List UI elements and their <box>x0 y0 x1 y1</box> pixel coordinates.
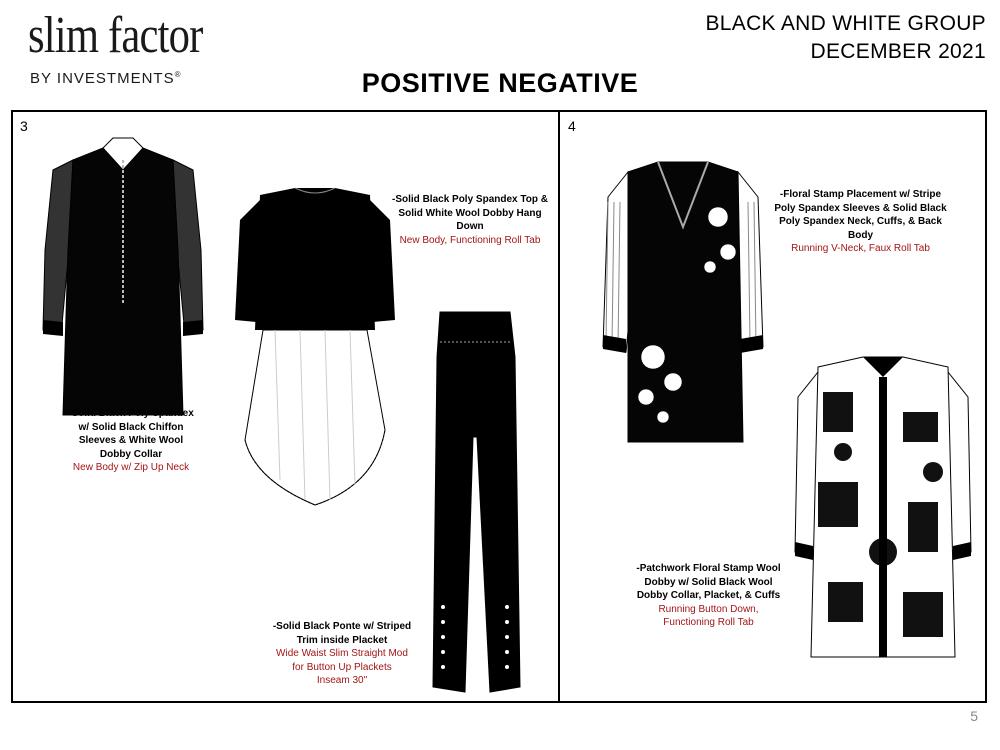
panel-divider <box>558 112 560 701</box>
note-detail-line: Functioning Roll Tab <box>663 617 754 628</box>
note-desc-line: Dobby Collar, Placket, & Cuffs <box>636 590 781 601</box>
note-straight-pants <box>267 620 417 688</box>
note-detail-line: Running V-Neck, Faux Roll Tab <box>791 243 930 254</box>
note-desc-line: w/ Solid Black Chiffon <box>78 421 184 433</box>
group-title <box>705 10 986 66</box>
sketch-chiffon-sleeve-tunic <box>33 130 213 430</box>
note-desc-line: Dobby Collar <box>99 448 163 460</box>
note-desc-line: -Solid Black Poly Spandex <box>68 408 194 419</box>
note-detail-line: for Button Up Plackets <box>292 661 392 673</box>
note-detail-line: New Body w/ Zip Up Neck <box>72 462 190 473</box>
note-patchwork-shirt <box>621 562 796 630</box>
page-heading: POSITIVE NEGATIVE <box>361 68 639 98</box>
group-title-line2: DECEMBER 2021 <box>810 40 986 63</box>
note-desc-line: Poly Spandex Neck, Cuffs, & Back <box>779 216 942 227</box>
page-number: 5 <box>970 708 978 724</box>
note-desc-line: -Patchwork Floral Stamp Wool <box>636 563 781 574</box>
group-title-line1: BLACK AND WHITE GROUP <box>705 12 986 35</box>
panel-number-3: 3 <box>20 118 28 134</box>
sketch-straight-pants <box>425 307 525 702</box>
note-desc-line: -Solid Black Ponte w/ Striped <box>272 621 412 632</box>
note-floral-vneck-tunic <box>763 188 958 256</box>
note-desc-line: Dobby w/ Solid Black Wool <box>644 576 773 588</box>
note-detail-line: Running Button Down, <box>658 603 759 615</box>
note-detail-line: Inseam 30" <box>316 675 368 686</box>
panel-number-4: 4 <box>568 118 576 134</box>
note-desc-line: Down <box>456 221 484 232</box>
note-desc-line: -Solid Black Poly Spandex Top & <box>392 194 548 205</box>
note-desc-line: -Floral Stamp Placement w/ Stripe <box>779 189 942 200</box>
registered-mark: ® <box>174 70 182 79</box>
logo-wordmark: slim factor <box>28 7 203 64</box>
sketch-hang-down-top <box>235 180 395 520</box>
logo-subtitle-text: BY INVESTMENTS <box>30 70 175 87</box>
note-chiffon-sleeve-tunic <box>51 407 211 475</box>
note-desc-line: Solid White Wool Dobby Hang <box>398 207 542 219</box>
note-desc-line: Sleeves & White Wool <box>78 435 184 446</box>
note-desc-line: Poly Spandex Sleeves & Solid Black <box>774 202 947 214</box>
note-desc-line: Body <box>848 229 873 241</box>
note-detail-line: New Body, Functioning Roll Tab <box>399 234 541 246</box>
lineup-board <box>11 110 987 703</box>
note-detail-line: Wide Waist Slim Straight Mod <box>276 648 408 659</box>
note-hang-down-top <box>385 193 555 247</box>
sketch-patchwork-shirt <box>783 352 983 672</box>
sketch-floral-vneck-tunic <box>598 157 768 457</box>
note-desc-line: Trim inside Placket <box>296 634 388 646</box>
